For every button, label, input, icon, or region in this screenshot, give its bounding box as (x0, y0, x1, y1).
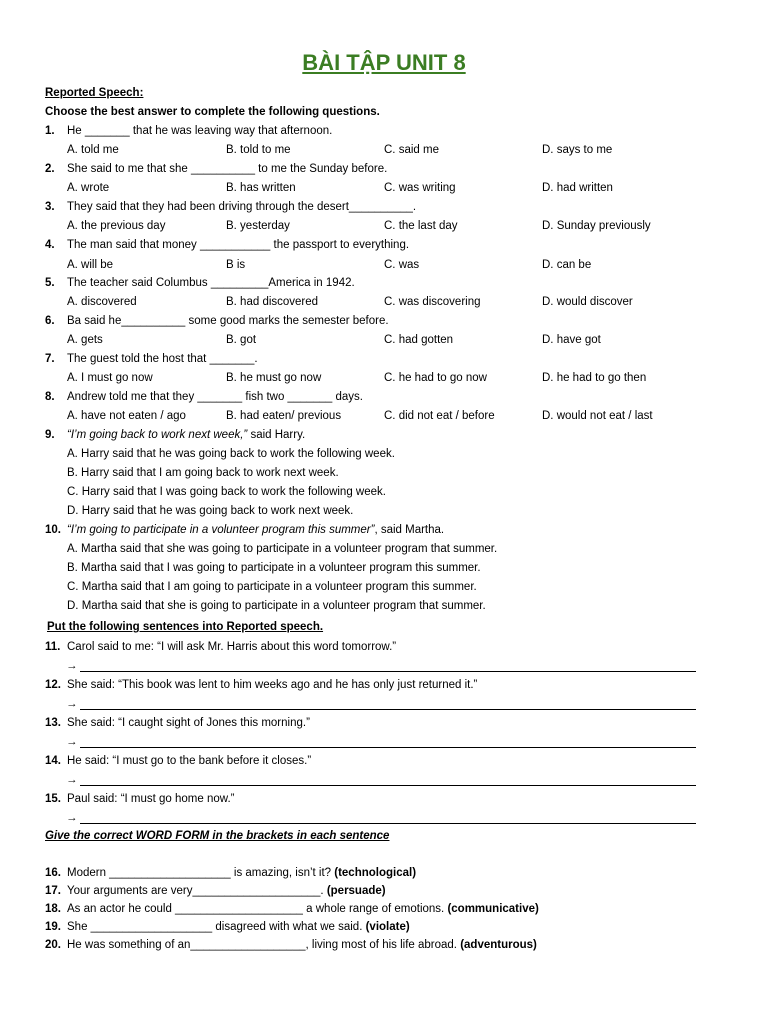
option-a: A. the previous day (67, 220, 166, 232)
option-a: A. will be (67, 259, 114, 271)
sentence: She ___________________ disagreed with what we said. (67, 921, 366, 933)
word-hint: (technological) (334, 867, 417, 879)
word-hint: (communicative) (447, 903, 539, 915)
question-number: 16. (45, 867, 61, 879)
question-text (67, 866, 416, 880)
option-c: C. he had to go now (384, 372, 487, 384)
question-number: 10. (45, 524, 61, 536)
option-b: B. he must go now (226, 372, 322, 384)
arrow-icon: → (66, 698, 78, 710)
option-b: B is (226, 259, 246, 271)
question-number: 19. (45, 921, 61, 933)
option-b: B. Martha said that I was going to participate in a volunteer program this summer. (67, 562, 481, 574)
section-instruction: Choose the best answer to complete the following questions. (45, 106, 380, 118)
option-c: C. had gotten (384, 334, 454, 346)
question-number: 1. (45, 125, 55, 137)
answer-rule (80, 823, 696, 824)
question-text: She said: “I caught sight of Jones this morning.” (67, 717, 310, 729)
question-text: She said: “This book was lent to him weeks ago and he has only just returned it.” (67, 679, 478, 691)
question-text: Carol said to me: “I will ask Mr. Harris about this word tomorrow.” (67, 641, 397, 653)
option-a: A. told me (67, 144, 119, 156)
option-d: D. says to me (542, 144, 613, 156)
question-number: 4. (45, 239, 55, 251)
option-a: A. discovered (67, 296, 137, 308)
question-number: 5. (45, 277, 55, 289)
question-text: He said: “I must go to the bank before it closes.” (67, 755, 312, 767)
quote-text: “I’m going back to work next week,” (67, 429, 248, 441)
option-b: B. has written (226, 182, 296, 194)
option-d: D. Harry said that he was going back to work next week. (67, 505, 354, 517)
arrow-icon: → (66, 660, 78, 672)
question-number: 7. (45, 353, 55, 365)
word-hint: (persuade) (326, 885, 386, 897)
word-hint: (adventurous) (460, 939, 537, 951)
question-number: 17. (45, 885, 61, 897)
arrow-icon: → (66, 736, 78, 748)
question-text: Andrew told me that they _______ fish two _______ days. (67, 391, 364, 403)
section-reported-speech-heading: Reported Speech: (45, 87, 144, 99)
answer-rule (80, 747, 696, 748)
question-text: He _______ that he was leaving way that afternoon. (67, 125, 333, 137)
question-number: 11. (45, 641, 61, 653)
option-b: B. told to me (226, 144, 291, 156)
quote-attribution: , said Martha. (374, 524, 445, 536)
option-d: D. have got (542, 334, 601, 346)
question-number: 3. (45, 201, 55, 213)
question-text: The guest told the host that _______. (67, 353, 258, 365)
option-d: D. can be (542, 259, 592, 271)
question-number: 14. (45, 755, 61, 767)
word-hint: (violate) (365, 921, 410, 933)
option-d: D. Sunday previously (542, 220, 651, 232)
option-d: D. would discover (542, 296, 633, 308)
page-title: BÀI TẬP UNIT 8 (302, 50, 466, 75)
option-d: D. Martha said that she is going to participate in a volunteer program that summer. (67, 600, 486, 612)
quote-text: “I’m going to participate in a volunteer program this summer” (67, 524, 375, 536)
option-c: C. was writing (384, 182, 456, 194)
question-number: 6. (45, 315, 55, 327)
option-a: A. Harry said that he was going back to work the following week. (67, 448, 395, 460)
option-c: C. was discovering (384, 296, 481, 308)
question-text (67, 428, 305, 442)
answer-rule (80, 671, 696, 672)
option-d: D. had written (542, 182, 613, 194)
sentence: Your arguments are very____________________. (67, 885, 327, 897)
sentence: As an actor he could ____________________ a whole range of emotions. (67, 903, 448, 915)
option-b: B. had discovered (226, 296, 319, 308)
question-text (67, 920, 410, 934)
arrow-icon: → (66, 812, 78, 824)
question-number: 20. (45, 939, 61, 951)
sentence: Modern ___________________ is amazing, isn’t it? (67, 867, 335, 879)
option-a: A. I must go now (67, 372, 153, 384)
option-a: A. wrote (67, 182, 110, 194)
question-text (67, 884, 386, 898)
option-c: C. said me (384, 144, 439, 156)
option-a: A. have not eaten / ago (67, 410, 186, 422)
question-number: 15. (45, 793, 61, 805)
question-text: Ba said he__________ some good marks the semester before. (67, 315, 389, 327)
arrow-icon: → (66, 774, 78, 786)
option-d: D. would not eat / last (542, 410, 653, 422)
option-a: A. Martha said that she was going to participate in a volunteer program that summer. (67, 543, 498, 555)
question-number: 2. (45, 163, 55, 175)
answer-rule (80, 785, 696, 786)
option-b: B. had eaten/ previous (226, 410, 342, 422)
answer-rule (80, 709, 696, 710)
question-text: Paul said: “I must go home now.” (67, 793, 235, 805)
question-number: 12. (45, 679, 61, 691)
question-text (67, 902, 539, 916)
option-b: B. Harry said that I am going back to work next week. (67, 467, 339, 479)
quote-attribution: said Harry. (247, 429, 306, 441)
option-b: B. yesterday (226, 220, 290, 232)
question-text (67, 523, 444, 537)
question-text: She said to me that she __________ to me the Sunday before. (67, 163, 388, 175)
question-text (67, 938, 537, 952)
sentence: He was something of an__________________, living most of his life abroad. (67, 939, 461, 951)
section-word-form-heading: Give the correct WORD FORM in the brackets in each sentence (45, 830, 390, 842)
option-b: B. got (226, 334, 257, 346)
option-c: C. was (384, 259, 420, 271)
section-reported-speech-transform-heading: Put the following sentences into Reported speech. (47, 621, 324, 633)
option-c: C. did not eat / before (384, 410, 495, 422)
option-c: C. Martha said that I am going to participate in a volunteer program this summer. (67, 581, 477, 593)
question-text: The man said that money ___________ the passport to everything. (67, 239, 410, 251)
question-number: 18. (45, 903, 61, 915)
question-number: 13. (45, 717, 61, 729)
question-text: The teacher said Columbus _________America in 1942. (67, 277, 355, 289)
option-c: C. the last day (384, 220, 458, 232)
option-c: C. Harry said that I was going back to work the following week. (67, 486, 386, 498)
question-text: They said that they had been driving through the desert__________. (67, 201, 417, 213)
option-d: D. he had to go then (542, 372, 647, 384)
question-number: 9. (45, 429, 55, 441)
question-number: 8. (45, 391, 55, 403)
option-a: A. gets (67, 334, 103, 346)
